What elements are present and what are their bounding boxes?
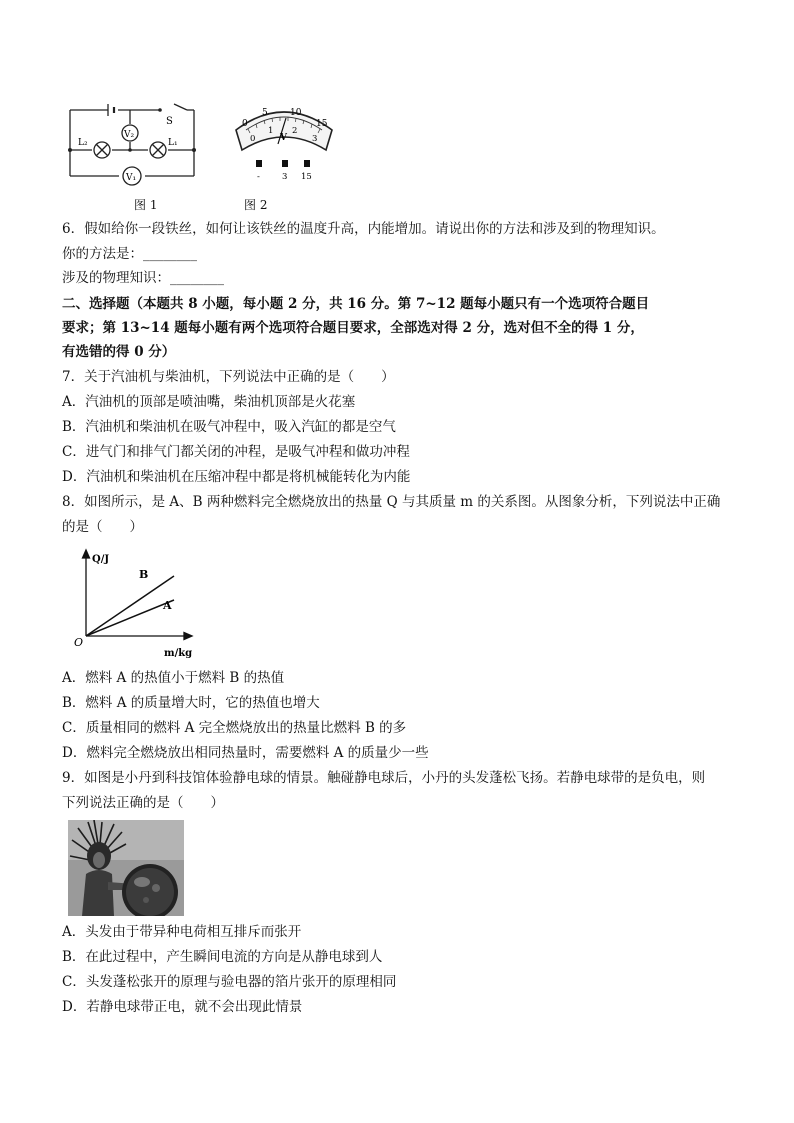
voltmeter-dial xyxy=(230,100,338,184)
q8-stem-1: 8．如图所示，是 A、B 两种燃料完全燃烧放出的热量 Q 与其质量 m 的关系图。从图象分析，下列说法中正确 xyxy=(62,494,721,510)
figure-1-caption: 图 1 xyxy=(134,198,158,212)
scale-inner-2: 2 xyxy=(292,126,298,136)
graph-origin: O xyxy=(74,636,84,649)
terminal-15: 15 xyxy=(301,172,312,182)
switch-label: S xyxy=(166,116,173,127)
graph-xlabel: m/kg xyxy=(164,648,193,659)
graph-label-a: A xyxy=(163,599,172,612)
l2-label: L₂ xyxy=(78,138,88,148)
v2-label: V₂ xyxy=(124,130,135,140)
q9-option-b: B．在此过程中，产生瞬间电流的方向是从静电球到人 xyxy=(62,949,383,965)
q9-option-c: C．头发蓬松张开的原理与验电器的箔片张开的原理相同 xyxy=(62,974,397,990)
scale-inner-1: 1 xyxy=(268,126,274,136)
terminal-neg: - xyxy=(257,172,260,182)
q6-stem: 6．假如给你一段铁丝，如何让该铁丝的温度升高，内能增加。请说出你的方法和涉及到的物理知识。 xyxy=(62,221,665,237)
circuit-diagram xyxy=(62,98,202,188)
q9-option-a: A．头发由于带异种电荷相互排斥而张开 xyxy=(62,924,302,940)
graph-ylabel: Q/J xyxy=(92,554,110,565)
scale-outer-5: 5 xyxy=(262,108,268,118)
q9-stem-1: 9．如图是小丹到科技馆体验静电球的情景。触碰静电球后，小丹的头发蓬松飞扬。若静电球带的是负电，则 xyxy=(62,770,706,786)
q6-knowledge: 涉及的物理知识：________ xyxy=(62,270,224,286)
scale-inner-3: 3 xyxy=(312,134,318,144)
scale-outer-15: 15 xyxy=(316,119,328,129)
q6-method: 你的方法是：________ xyxy=(62,246,197,262)
electrostatic-ball-photo xyxy=(68,820,184,916)
graph-label-b: B xyxy=(139,568,149,581)
q9-option-d: D．若静电球带正电，就不会出现此情景 xyxy=(62,999,303,1015)
q8-option-c: C．质量相同的燃料 A 完全燃烧放出的热量比燃料 B 的多 xyxy=(62,720,407,736)
q7-option-d: D．汽油机和柴油机在压缩冲程中都是将机械能转化为内能 xyxy=(62,469,411,485)
scale-inner-0: 0 xyxy=(250,134,256,144)
q7-option-b: B．汽油机和柴油机在吸气冲程中，吸入汽缸的都是空气 xyxy=(62,419,396,435)
terminal-3: 3 xyxy=(282,172,288,182)
q7-option-a: A．汽油机的顶部是喷油嘴，柴油机顶部是火花塞 xyxy=(62,394,356,410)
figure-2-caption: 图 2 xyxy=(244,198,268,212)
q7-stem: 7．关于汽油机与柴油机，下列说法中正确的是（ ） xyxy=(62,369,395,385)
scale-outer-10: 10 xyxy=(290,108,302,118)
q8-stem-2: 的是（ ） xyxy=(62,519,143,535)
q8-option-a: A．燃料 A 的热值小于燃料 B 的热值 xyxy=(62,670,285,686)
scale-outer-0: 0 xyxy=(242,119,248,129)
v1-label: V₁ xyxy=(126,173,137,183)
section2-line3: 有选错的得 0 分） xyxy=(62,344,176,360)
q-m-graph xyxy=(68,546,200,664)
q7-option-c: C．进气门和排气门都关闭的冲程，是吸气冲程和做功冲程 xyxy=(62,444,410,460)
l1-label: L₁ xyxy=(168,138,178,148)
q8-option-b: B．燃料 A 的质量增大时，它的热值也增大 xyxy=(62,695,320,711)
unit-label: V xyxy=(280,133,287,143)
q9-stem-2: 下列说法正确的是（ ） xyxy=(62,795,224,811)
section2-line2: 要求；第 13~14 题每小题有两个选项符合题目要求，全部选对得 2 分，选对但不全的得 1 分， xyxy=(62,320,644,336)
section2-line1: 二、选择题（本题共 8 小题，每小题 2 分，共 16 分。第 7~12 题每小题只有一个选项符合题目 xyxy=(62,296,650,312)
q8-option-d: D．燃料完全燃烧放出相同热量时，需要燃料 A 的质量少一些 xyxy=(62,745,429,761)
